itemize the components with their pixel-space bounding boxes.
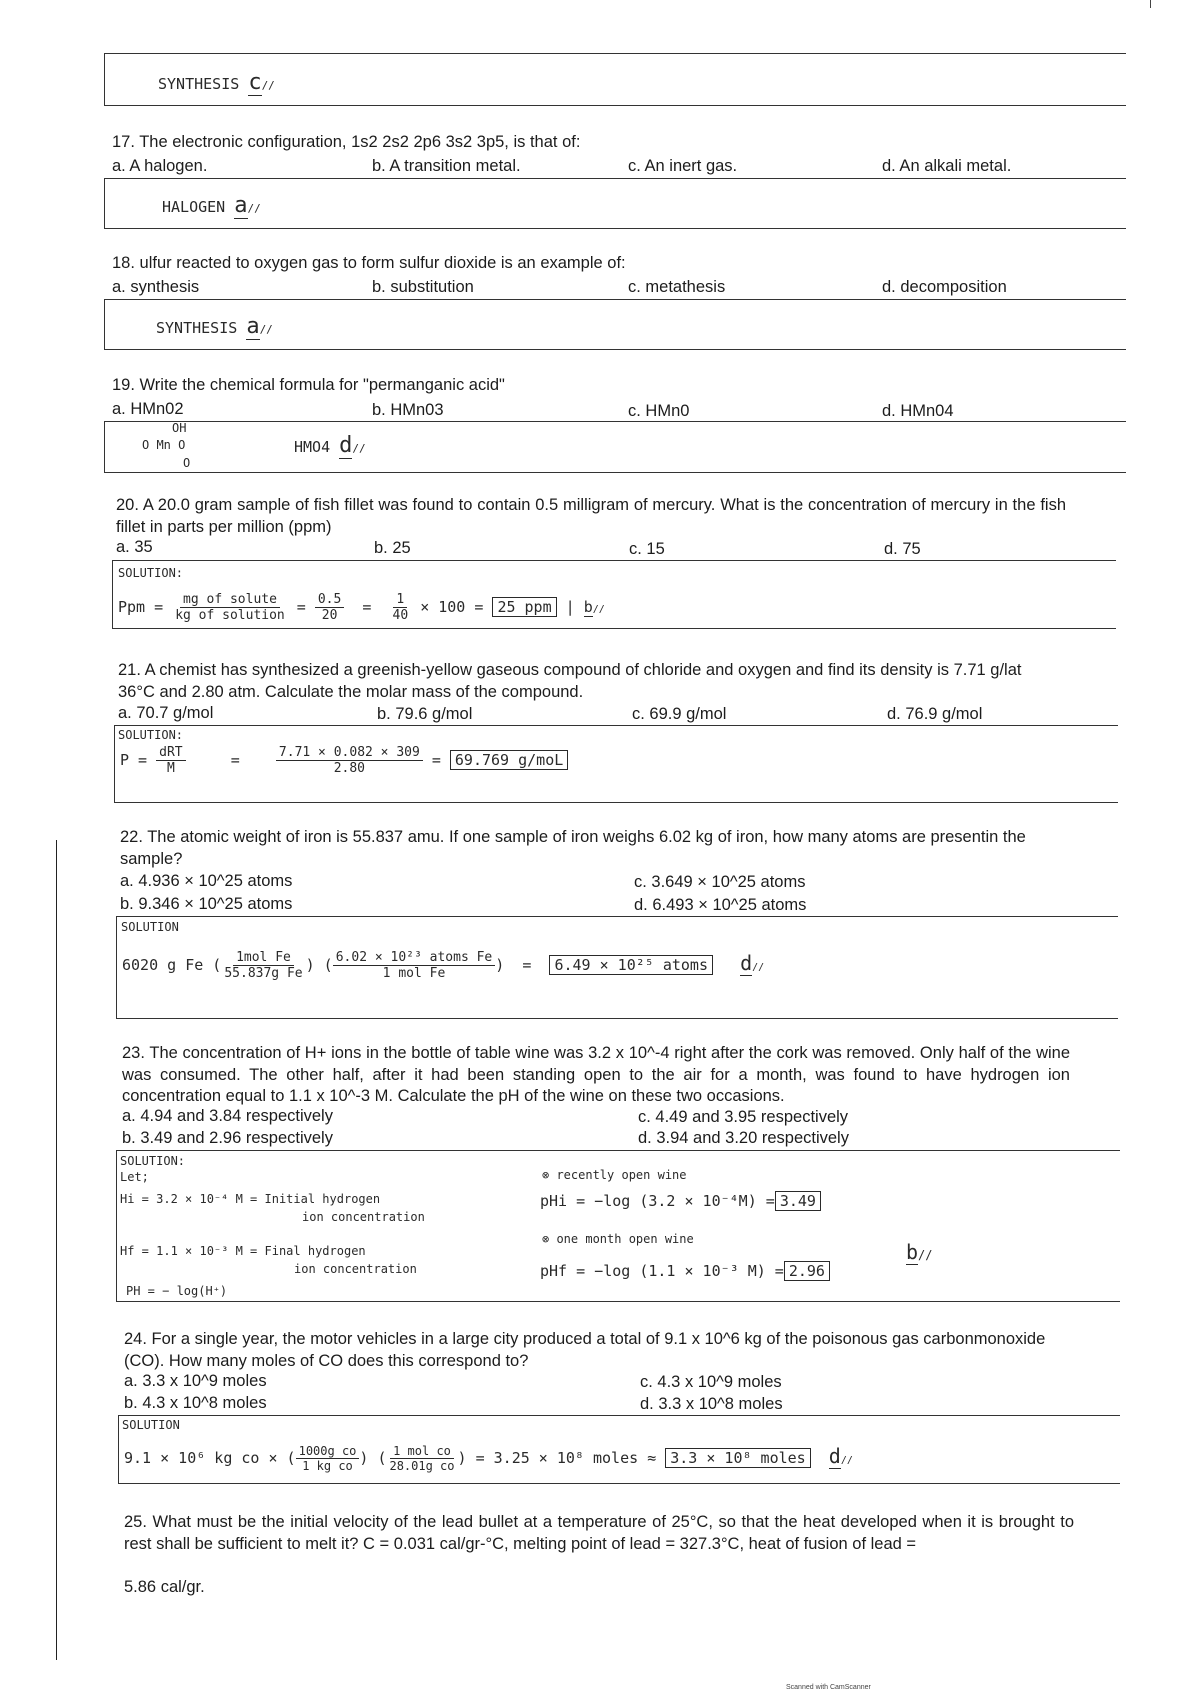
q20-box-top [112, 560, 1116, 561]
q17-option-d: d. An alkali metal. [882, 157, 1012, 175]
q20-option-c: c. 15 [629, 540, 665, 558]
q24-option-a: a. 3.3 x 10^9 moles [124, 1372, 267, 1390]
q17-option-a: a. A halogen. [112, 157, 208, 175]
q21-option-d: d. 76.9 g/mol [887, 705, 983, 723]
q23-box-bottom [116, 1301, 1120, 1302]
q17-box-left [104, 178, 105, 228]
q23-note-recent: ⊗ recently open wine [542, 1168, 687, 1182]
q23-initial-concentration: Hi = 3.2 × 10⁻⁴ M = Initial hydrogen [120, 1192, 381, 1206]
q18-box-left [104, 299, 105, 349]
q25-answer-line: 5.86 cal/gr. [124, 1578, 205, 1596]
q17-option-c: c. An inert gas. [628, 157, 738, 175]
q19-option-d: d. HMn04 [882, 402, 954, 420]
q22-option-c: c. 3.649 × 10^25 atoms [634, 873, 806, 891]
q19-question: 19. Write the chemical formula for "permanganic acid" [112, 376, 505, 394]
q18-option-a: a. synthesis [112, 278, 200, 296]
q23-initial-concentration-2: ion concentration [302, 1210, 425, 1224]
scanner-watermark: Scanned with CamScanner [786, 1684, 871, 1691]
q23-option-b: b. 3.49 and 2.96 respectively [122, 1129, 333, 1147]
q22-solution: 6020 g Fe ( $\frac{\text{1mol Fe}}{\text{55.837g Fe}}$ ) ( $\frac{\text{6.02 × 10²³ atoms Fe}}{\text{1 mol Fe}}$ ) = 6.49 × 10²⁵ atoms d// [122, 950, 765, 981]
q20-box-left [112, 560, 113, 628]
q24-box-bottom [118, 1483, 1120, 1484]
q23-solution-label: SOLUTION: [120, 1154, 186, 1168]
q18-option-b: b. substitution [372, 278, 474, 296]
q18-handwritten-answer: SYNTHESIS a// [156, 314, 273, 339]
q24-option-d: d. 3.3 x 10^8 moles [640, 1395, 783, 1413]
q21-question: 21. A chemist has synthesized a greenish-yellow gaseous compound of chloride and oxygen and find its density is 7.71 g/lat 36°C and 2.80 atm. Calculate the molar mass of the compound. [118, 661, 1022, 701]
q20-option-b: b. 25 [374, 539, 411, 557]
q24-box-top [118, 1415, 1120, 1416]
scan-edge-line [56, 840, 57, 1660]
q20-solution-label: SOLUTION: [118, 566, 184, 580]
q18-option-d: d. decomposition [882, 278, 1007, 296]
q24-solution: 9.1 × 10⁶ kg co × ( $\frac{\text{1000g co}}{\text{1 kg co}}$ ) ( $\frac{\text{1 mol co}}{\text{28.01g co}}$ ) = 3.25 × 10⁸ moles ≈ 3.3 × 10⁸ moles d// [124, 1444, 853, 1473]
q17-box-top [104, 178, 1126, 179]
q19-sketch-middle: O Mn O [142, 438, 186, 452]
q23-box-top [116, 1150, 1120, 1151]
answer-box-top-border [104, 53, 1126, 54]
q19-handwritten-answer: HMO4 d// [294, 433, 366, 458]
q23-let: Let; [120, 1170, 149, 1184]
q24-result-box: 3.3 × 10⁸ moles [665, 1448, 810, 1468]
q22-box-bottom [116, 1018, 1118, 1019]
q24-question: 24. For a single year, the motor vehicles in a large city produced a total of 9.1 x 10^6 kg of the poisonous gas carbonmonoxide (CO). How many moles of CO does this correspond to? [124, 1330, 1046, 1370]
q21-box-left [114, 725, 115, 802]
q23-final-concentration-2: ion concentration [294, 1262, 417, 1276]
q22-box-top [116, 916, 1118, 917]
q23-option-a: a. 4.94 and 3.84 respectively [122, 1107, 333, 1125]
q18-option-c: c. metathesis [628, 278, 726, 296]
q23-note-month: ⊗ one month open wine [542, 1232, 694, 1246]
q20-result-box: 25 ppm [492, 597, 556, 617]
q18-question: 18. ulfur reacted to oxygen gas to form sulfur dioxide is an example of: [112, 254, 626, 272]
q17-question: 17. The electronic configuration, 1s2 2s2 2p6 3s2 3p5, is that of: [112, 133, 581, 151]
q21-box-bottom [114, 802, 1118, 803]
q19-box-left [104, 421, 105, 472]
q19-option-b: b. HMn03 [372, 401, 444, 419]
q21-solution-label: SOLUTION: [118, 728, 184, 742]
q23-ph-final-result: 2.96 [784, 1261, 830, 1281]
q17-handwritten-answer: HALOGEN a// [162, 193, 261, 218]
q21-option-b: b. 79.6 g/mol [377, 705, 473, 723]
q22-question: 22. The atomic weight of iron is 55.837 amu. If one sample of iron weighs 6.02 kg of iron, how many atoms are presentin the sample? [120, 828, 1026, 868]
q23-ph-initial-result: 3.49 [775, 1191, 821, 1211]
q19-option-a: a. HMn02 [112, 400, 184, 418]
q17-box-bottom [104, 228, 1126, 229]
q22-option-b: b. 9.346 × 10^25 atoms [120, 895, 293, 913]
q21-box-top [114, 725, 1118, 726]
q23-option-c: c. 4.49 and 3.95 respectively [638, 1108, 849, 1126]
q17-option-b: b. A transition metal. [372, 157, 521, 175]
q21-result-box: 69.769 g/moL [450, 750, 568, 770]
q18-box-bottom [104, 349, 1126, 350]
q19-box-top [104, 421, 1126, 422]
q20-question: 20. A 20.0 gram sample of fish fillet was found to contain 0.5 milligram of mercury. What is the concentration of mercury in the fish fillet in parts per million (ppm) [116, 496, 1066, 536]
q23-ph-formula: PH = − log(H⁺) [126, 1284, 228, 1298]
q23-ph-initial: pHi = −log (3.2 × 10⁻⁴M) = 3.49 [540, 1192, 821, 1210]
q24-solution-label: SOLUTION [122, 1418, 180, 1432]
q23-ph-final: pHf = −log (1.1 × 10⁻³ M) = 2.96 [540, 1262, 830, 1280]
q20-option-d: d. 75 [884, 540, 921, 558]
q16-handwritten-answer: SYNTHESIS c// [158, 70, 275, 95]
q21-solution: P = $\frac{\text{dRT}}{M}$ = $\frac{7.71 \times 0.082 \times 309}{2.80}$ = 69.769 g/moL [120, 745, 568, 776]
q23-question: 23. The concentration of H+ ions in the bottle of table wine was 3.2 x 10^-4 right after the cork was removed. Only half of the wine was consumed. The other half, after it had been standing open to the air for a month, was found to have hydrogen ion concentration equal to 1.1 x 10^-3 M. Calculate the pH of the wine on these two occasions. [122, 1044, 1070, 1105]
q19-option-c: c. HMn0 [628, 402, 690, 420]
q22-option-a: a. 4.936 × 10^25 atoms [120, 872, 293, 890]
q22-result-box: 6.49 × 10²⁵ atoms [549, 955, 713, 975]
q20-option-a: a. 35 [116, 538, 153, 556]
q23-answer-mark: b// [906, 1240, 933, 1264]
q24-option-c: c. 4.3 x 10^9 moles [640, 1373, 782, 1391]
q22-box-left [116, 916, 117, 1018]
q23-option-d: d. 3.94 and 3.20 respectively [638, 1129, 849, 1147]
q18-box-top [104, 299, 1126, 300]
q22-solution-label: SOLUTION [121, 920, 179, 934]
q24-option-b: b. 4.3 x 10^8 moles [124, 1394, 267, 1412]
q23-final-concentration: Hf = 1.1 × 10⁻³ M = Final hydrogen [120, 1244, 366, 1258]
q19-sketch-bottom: O [183, 456, 191, 470]
q24-box-left [118, 1415, 119, 1483]
scan-corner-mark [1150, 0, 1151, 8]
answer-box-bottom-border [104, 105, 1126, 106]
q21-option-c: c. 69.9 g/mol [632, 705, 727, 723]
q22-option-d: d. 6.493 × 10^25 atoms [634, 896, 807, 914]
answer-box-left-border [104, 53, 105, 105]
q23-box-left [116, 1150, 117, 1301]
q19-sketch-top: OH [172, 421, 187, 435]
q20-solution: Ppm = $\frac{\text{mg of solute}}{\text{kg of solution}}$ = $\frac{0.5}{20}$ = $\frac{1}{40}$ × 100 = 25 ppm | b// [118, 592, 605, 623]
q19-box-bottom [104, 472, 1126, 473]
q20-box-bottom [112, 628, 1116, 629]
q25-question: 25. What must be the initial velocity of the lead bullet at a temperature of 25°C, so that the heat developed when it is brought to rest shall be sufficient to melt it? C = 0.031 cal/gr-°C, melting point of lead = 327.3°C, heat of fusion of lead = [124, 1513, 1074, 1553]
q21-option-a: a. 70.7 g/mol [118, 704, 214, 722]
